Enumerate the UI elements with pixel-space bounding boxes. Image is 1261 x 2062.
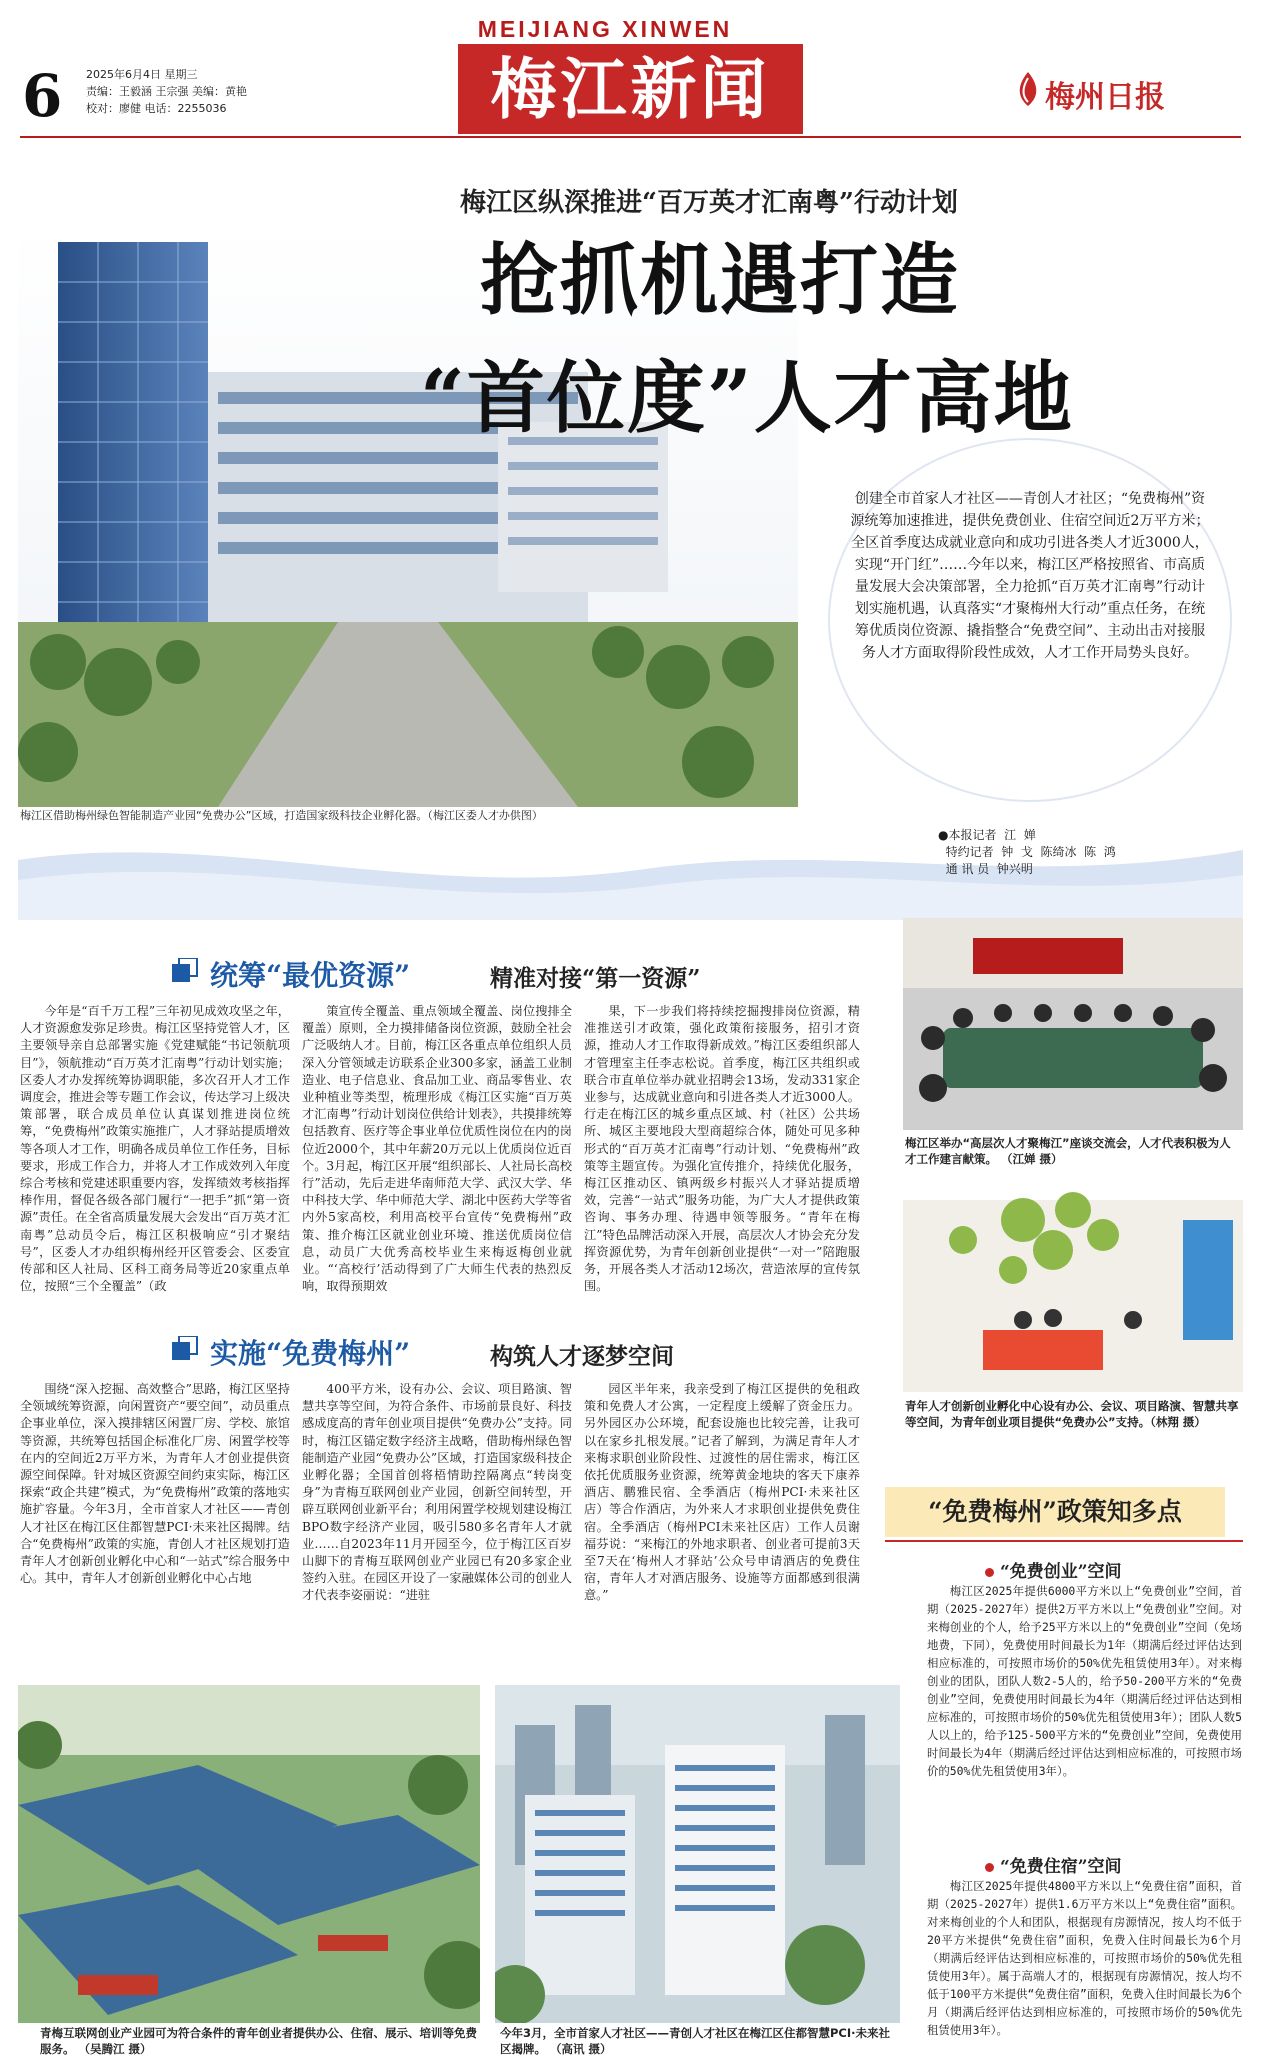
body-text: 400平方米，设有办公、会议、项目路演、智慧共享等空间，为符合条件、市场前景良好、科技感成度高的青年创业项目提供“免费办公”支持。同时，梅江区锚定数字经济主战略，借助梅州绿色智能制造产业园“免费办公”区域，打造国家级科技企业孵化器；全国首创将梧情助控隔离点“转岗变身”为青梅互联网创业产业园，创新空间转型，开辟互联网创业新平台；利用闲置学校规划建设梅江BPO数字经济产业园，吸引580多名青年人才就业……自2023年11月开园至今，位于梅江区百岁山脚下的青梅互联网创业产业园已有20多家企业签约入驻。在园区开设了一家融媒体公司的创业人才代表李姿丽说：“进驻 — [302, 1382, 572, 1603]
section-1-column-1 — [20, 1003, 290, 1335]
section-2-column-3 — [584, 1381, 860, 1663]
section-1-column-2 — [302, 1003, 572, 1335]
bullet-icon — [985, 1863, 994, 1872]
body-text: 今年是“百千万工程”三年初见成效攻坚之年，人才资源愈发弥足珍贵。梅江区坚持党管人才，区主要领导亲自总部署实施《党建赋能“书记领航项目”》，领航推动“百万英才汇南粤”行动计划实施；区委人才办发挥统筹协调职能，多次召开人才工作调度会，推进会等专题工作会议，传达学习上级决策部署，联合成员单位认真谋划推进岗位统筹，“免费梅州”政策实施推广，人才驿站提质增效等各项人才工作，明确各成员单位工作任务，目标要求，形成工作合力，并将人才工作成效列入年度综合考核和党建述职重要内容，发挥绩效考核指挥棒作用，督促各级各部门履行“一把手”抓“第一资源”责任。在全省高质量发展大会发出“百万英才汇南粤”总动员令后，梅江区积极响应“引才聚结号”，区委人才办组织梅州经开区管委会、区委宣传部和区人社局、区科工商务局等近20家重点单位，按照“三个全覆盖”（政 — [20, 1004, 290, 1294]
headline — [420, 222, 1140, 458]
policy-item-title-text: “免费创业”空间 — [1000, 1562, 1122, 1582]
paper-name: 梅州日报 — [1045, 80, 1165, 115]
body-text: 策宣传全覆盖、重点领域全覆盖、岗位搜排全覆盖）原则，全力摸排储备岗位资源，鼓励全社会广泛吸纳人才。目前，梅江区各重点单位组织人员深入分管领域走访联系企业300多家，涵盖工业制造业、电子信息业、食品加工业、商品零售业、农业种植业等类型，梳理形成《梅江区实施“百万英才汇南粤”行动计划岗位供给计划表》，共摸排统筹包括教育、医疗等企事业单位优质性岗位在内的岗位近2000个，其中年薪20万元以上优质岗位近百个。3月起，梅江区开展“组织部长、人社局长高校行”活动，先后走进华南师范大学、武汉大学、华中科技大学、华中师范大学、湖北中医药大学等省内外5家高校，利用高校平台宣传“免费梅州”政策、推介梅江区就业创业环境、推送优质岗位信息，动员广大优秀高校毕业生来梅返梅创业就业。“‘高校行’活动得到了广大师生代表的热烈反响，取得预期效 — [302, 1004, 572, 1294]
forum-meeting-photo — [903, 918, 1243, 1130]
policy-heading: “免费梅州”政策知多点 — [885, 1487, 1225, 1537]
section-marker-icon — [172, 958, 198, 984]
date-line: 2025年6月4日 星期三 — [86, 68, 198, 81]
incubator-photo-caption: 青年人才创新创业孵化中心设有办公、会议、项目路演、智慧共享等空间，为青年创业项目提供“免费办公”支持。（林翔 摄） — [905, 1399, 1239, 1429]
lead-paragraph: 创建全市首家人才社区——青创人才社区；“免费梅州”资源统筹加速推进，提供免费创业、住宿空间近2万平方米；全区首季度达成就业意向和成功引进各类人才近3000人，实现“开门红”……今年以来，梅江区严格按照省、市高质量发展大会决策部署，全力抢抓“百万英才汇南粤”行动计划实施机遇，认真落实“才聚梅州大行动”重点任务，在统筹优质岗位资源、撬指整合“免费空间”、主动出击对接服务人才方面取得阶段性成效，人才工作开局势头良好。 — [850, 491, 1210, 661]
section-name: 梅江新闻 — [458, 44, 803, 134]
policy-item-1-text — [927, 1582, 1242, 1844]
body-text: 果，下一步我们将持续挖掘搜排岗位资源，精准推送引才政策，强化政策衔接服务，招引才资源，推动人才工作取得新成效。”梅江区委组织部人才管理室主任李志松说。首季度，梅江区共组织或联合市直单位举办就业招聘会13场，发动331家企业参与，达成就业意向和引进各类人才近3000人。行走在梅江区的城乡重点区域、村（社区）公共场所、城区主要地段大型商超综合体，随处可见多种形式的“百万英才汇南粤”行动计划、“免费梅州”政策等主题宣传。为强化宣传推介，持续优化服务，梅江区推动区、镇两级乡村振兴人才驿站提质增效，完善“一站式”服务功能，为广大人才提供政策咨询、事务办理、待遇申领等服务。“青年在梅江”特色品牌活动深入开展，高层次人才协会充分发挥资源优势，为青年创新创业提供“一对一”陪跑服务，开展各类人才活动12场次，营造浓厚的宣传氛围。 — [584, 1004, 860, 1294]
hero-caption: 梅江区借助梅州绿色智能制造产业园“免费办公”区域，打造国家级科技企业孵化器。（梅江区委人才办供图） — [20, 809, 543, 822]
section-pinyin: MEIJIANG XINWEN — [477, 16, 733, 42]
section-1-subtitle: 精准对接“第一资源” — [490, 965, 701, 992]
section-2-column-1 — [20, 1381, 290, 1663]
section-2-subtitle: 构筑人才逐梦空间 — [490, 1343, 674, 1370]
section-marker-icon — [172, 1336, 198, 1362]
forum-photo-caption: 梅江区举办“高层次人才聚梅江”座谈交流会，人才代表积极为人才工作建言献策。 （江婵 摄） — [905, 1136, 1231, 1166]
proof-line: 校对：廖健 电话：2255036 — [86, 102, 227, 115]
policy-heading-rule — [885, 1540, 1243, 1542]
reporter-line: 通 讯 员 钟兴明 — [938, 862, 1033, 876]
section-2-column-2 — [302, 1381, 572, 1663]
headline-kicker: 梅江区纵深推进“百万英才汇南粤”行动计划 — [460, 188, 958, 218]
policy-text: 梅江区2025年提供6000平方米以上“免费创业”空间，首期（2025-2027年）提供2万平方米以上“免费创业”空间。对来梅创业的个人，给予25平方米以上的“免费创业”空间（免场地费，下同），免费使用时间最长为1年（期满后经过评估达到相应标准的，可按照市场价的50%优先租赁使用3年）。对来梅创业的团队，团队人数2-5人的，给予50-200平方米的“免费创业”空间，免费使用时间最长为4年（期满后经过评估达到相应标准的，可按照市场价的50%优先租赁使用3年）；团队人数5人以上的，给予125-500平方米的“免费创业”空间，免费使用时间最长为4年（期满后经过评估达到相应标准的，可按照市场价的50%优先租赁使用3年）。 — [927, 1584, 1242, 1778]
policy-item-title-text: “免费住宿”空间 — [1000, 1857, 1122, 1877]
internet-park-caption: 青梅互联网创业产业园可为符合条件的青年创业者提供办公、住宿、展示、培训等免费服务。 （吴腾江 摄） — [40, 2026, 477, 2056]
reporter-line: 特约记者 钟 戈 陈绮冰 陈 鸿 — [938, 845, 1116, 859]
headline-line-2: “首位度”人才高地 — [420, 353, 1074, 444]
editors-line: 责编：王毅涵 王宗强 美编：黄艳 — [86, 85, 247, 98]
incubator-photo — [903, 1180, 1243, 1392]
policy-item-1-title — [985, 1557, 1122, 1582]
section-2-title: 实施“免费梅州” — [210, 1337, 411, 1370]
headline-line-1: 抢抓机遇打造 — [480, 235, 961, 326]
reporter-line: ●本报记者 江 婵 — [938, 828, 1036, 842]
internet-park-photo — [18, 1685, 480, 2023]
talent-community-photo — [495, 1685, 900, 2023]
body-text: 园区半年来，我亲受到了梅江区提供的免租政策和免费人才公寓，一定程度上缓解了资金压力。另外园区办公环境，配套设施也比较完善，让我可以在家乡扎根发展。”记者了解到，为满足青年人才来梅求职创业阶段性、过渡性的居住需求，梅江区依托优质服务业资源，统筹黄金地块的客天下康养酒店、鹏雅民宿、全季酒店（梅州PCI·未来社区店）等合作酒店，为外来人才求职创业提供免费住宿。全季酒店（梅州PCI未来社区店）工作人员谢福芬说：“来梅江的外地求职者、创业者可提前3天至7天在‘梅州人才驿站’公众号申请酒店的免费住宿，青年人才对酒店服务、设施等方面都感到很满意。” — [584, 1382, 860, 1603]
page-number: 6 — [22, 62, 63, 130]
policy-text: 梅江区2025年提供4800平方米以上“免费住宿”面积，首期（2025-2027年）提供1.6万平方米以上“免费住宿”面积。对来梅创业的个人和团队，根据现有房源情况，按人均不低于20平方米提供“免费住宿”面积，免费入住时间最长为6个月（期满后经评估达到相应标准的，可按照市场价的50%优先租赁使用3年）。属于高端人才的，根据现有房源情况，按人均不低于100平方米提供“免费住宿”面积，免费入住时间最长为6个月（期满后经评估达到相应标准的，可按照市场价的50%优先租赁使用3年）。 — [927, 1879, 1242, 2037]
body-text: 围绕“深入挖掘、高效整合”思路，梅江区坚持全领域统筹资源，向闲置资产“要空间”，动员重点企事业单位，深入摸排辖区闲置厂房、学校、旅馆等资源，共统筹包括国企标准化厂房、闲置学校等在内的空间近2万平方米，为青年人才创业提供资源空间保障。针对城区资源空间约束实际，梅江区探索“政企共建”模式，为“免费梅州”政策的落地实施扩容量。今年3月，全市首家人才社区——青创人才社区在梅江区住都智慧PCI·未来社区揭牌。结合“免费梅州”政策的实施，青创人才社区规划打造青年人才创新创业孵化中心和“一站式”综合服务中心。其中，青年人才创新创业孵化中心占地 — [20, 1382, 290, 1586]
section-1-title: 统筹“最优资源” — [210, 959, 411, 992]
paper-logo-icon — [1012, 70, 1044, 108]
policy-item-2-text — [927, 1877, 1242, 2055]
policy-item-2-title — [985, 1852, 1122, 1877]
masthead-rule — [20, 136, 1241, 138]
talent-community-caption: 今年3月，全市首家人才社区——青创人才社区在梅江区住都智慧PCI·未来社区揭牌。 （高讯 摄） — [500, 2026, 891, 2056]
issue-meta — [86, 66, 296, 117]
reporter-byline — [938, 827, 1116, 878]
bullet-icon — [985, 1568, 994, 1577]
section-1-column-3 — [584, 1003, 860, 1335]
